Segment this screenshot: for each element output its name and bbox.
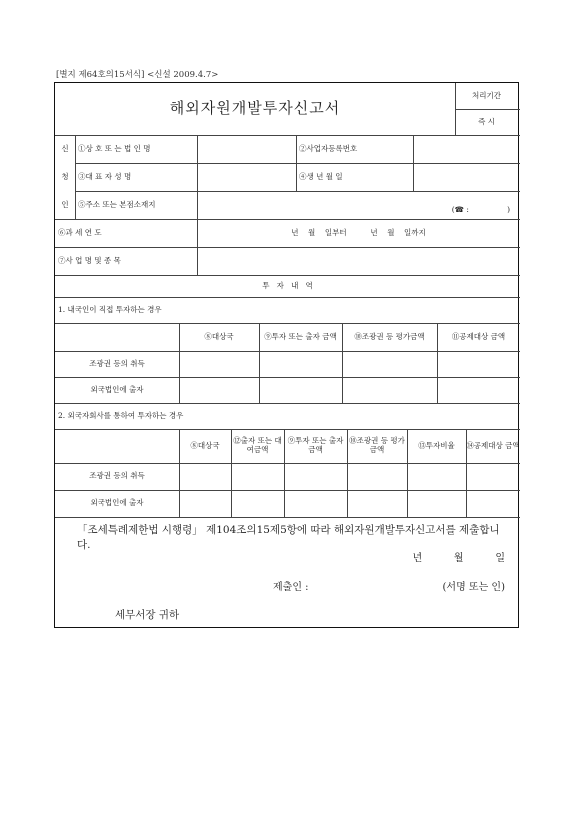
s2-header-deductible: ⑭공제대상 금액 bbox=[466, 440, 520, 450]
s2-header-loan: ⑫출자 또는 대여금액 bbox=[233, 436, 282, 454]
s2-header-investment: ⑨투자 또는 출자 금액 bbox=[287, 436, 344, 454]
form-reference: [별지 제64호의15서식] <신설 2009.4.7> bbox=[56, 70, 219, 80]
applicant-side-label-1: 신 bbox=[61, 143, 69, 153]
s1-row-mining-rights: 조광권 등의 취득 bbox=[89, 358, 145, 368]
processing-period-value: 즉 시 bbox=[478, 116, 495, 126]
declaration-date: 년 월 일 bbox=[412, 553, 505, 565]
representative-field[interactable] bbox=[197, 163, 296, 191]
s2-row-mining-rights: 조광권 등의 취득 bbox=[89, 471, 145, 481]
business-type-field[interactable] bbox=[197, 247, 520, 275]
business-registration-label: ②사업자등록번호 bbox=[299, 143, 358, 153]
birth-date-field[interactable] bbox=[413, 163, 520, 191]
s2-row-foreign-investment: 외국법인에 출자 bbox=[90, 498, 144, 508]
company-name-label: ①상 호 또 는 법 인 명 bbox=[78, 143, 151, 153]
processing-period-label: 처리기간 bbox=[472, 90, 501, 100]
s1-header-deductible: ⑪공제대상 금액 bbox=[451, 331, 506, 341]
s1-row-foreign-investment: 외국법인에 출자 bbox=[90, 384, 144, 394]
s1-header-country: ⑧대상국 bbox=[204, 331, 234, 341]
birth-date-label: ④생 년 월 일 bbox=[299, 171, 343, 181]
company-name-field[interactable] bbox=[197, 135, 296, 163]
applicant-side-label-2: 청 bbox=[61, 171, 69, 181]
section2-title: 2. 외국자회사를 통하여 투자하는 경우 bbox=[58, 410, 184, 420]
address-label: ⑤주소 또는 본점소재지 bbox=[78, 199, 156, 209]
phone-label: (☎ : ) bbox=[451, 204, 510, 214]
form-title: 해외자원개발투자신고서 bbox=[169, 99, 341, 118]
tax-year-field[interactable]: 년 월 일부터 년 월 일까지 bbox=[291, 227, 426, 237]
s2-header-valuation: ⑩조광권 등 평가금액 bbox=[349, 436, 405, 454]
investment-report-form bbox=[54, 82, 519, 628]
s2-header-ratio: ⑬투자비율 bbox=[418, 440, 455, 450]
applicant-side-label-3: 인 bbox=[61, 199, 69, 209]
s1-header-investment: ⑨투자 또는 출자 금액 bbox=[264, 331, 337, 341]
submitter-label: 제출인 : bbox=[273, 582, 309, 594]
s2-header-country: ⑧대상국 bbox=[190, 440, 220, 450]
business-registration-field[interactable] bbox=[413, 135, 520, 163]
section1-title: 1. 내국인이 직접 투자하는 경우 bbox=[58, 304, 162, 314]
address-field[interactable] bbox=[197, 191, 510, 219]
business-type-label: ⑦사 업 명 및 종 목 bbox=[58, 255, 121, 265]
s1-header-valuation: ⑩조광권 등 평가금액 bbox=[354, 331, 425, 341]
signature-label: (서명 또는 인) bbox=[442, 582, 505, 594]
tax-year-label: ⑥과 세 연 도 bbox=[58, 227, 102, 237]
recipient: 세무서장 귀하 bbox=[115, 608, 180, 621]
representative-label: ③대 표 자 성 명 bbox=[78, 171, 132, 181]
declaration-text: 「조세특례제한법 시행령」 제104조의15제5항에 따라 해외자원개발투자신고서를 제출합니다. bbox=[77, 524, 500, 552]
investment-details-title: 투 자 내 역 bbox=[262, 280, 313, 290]
